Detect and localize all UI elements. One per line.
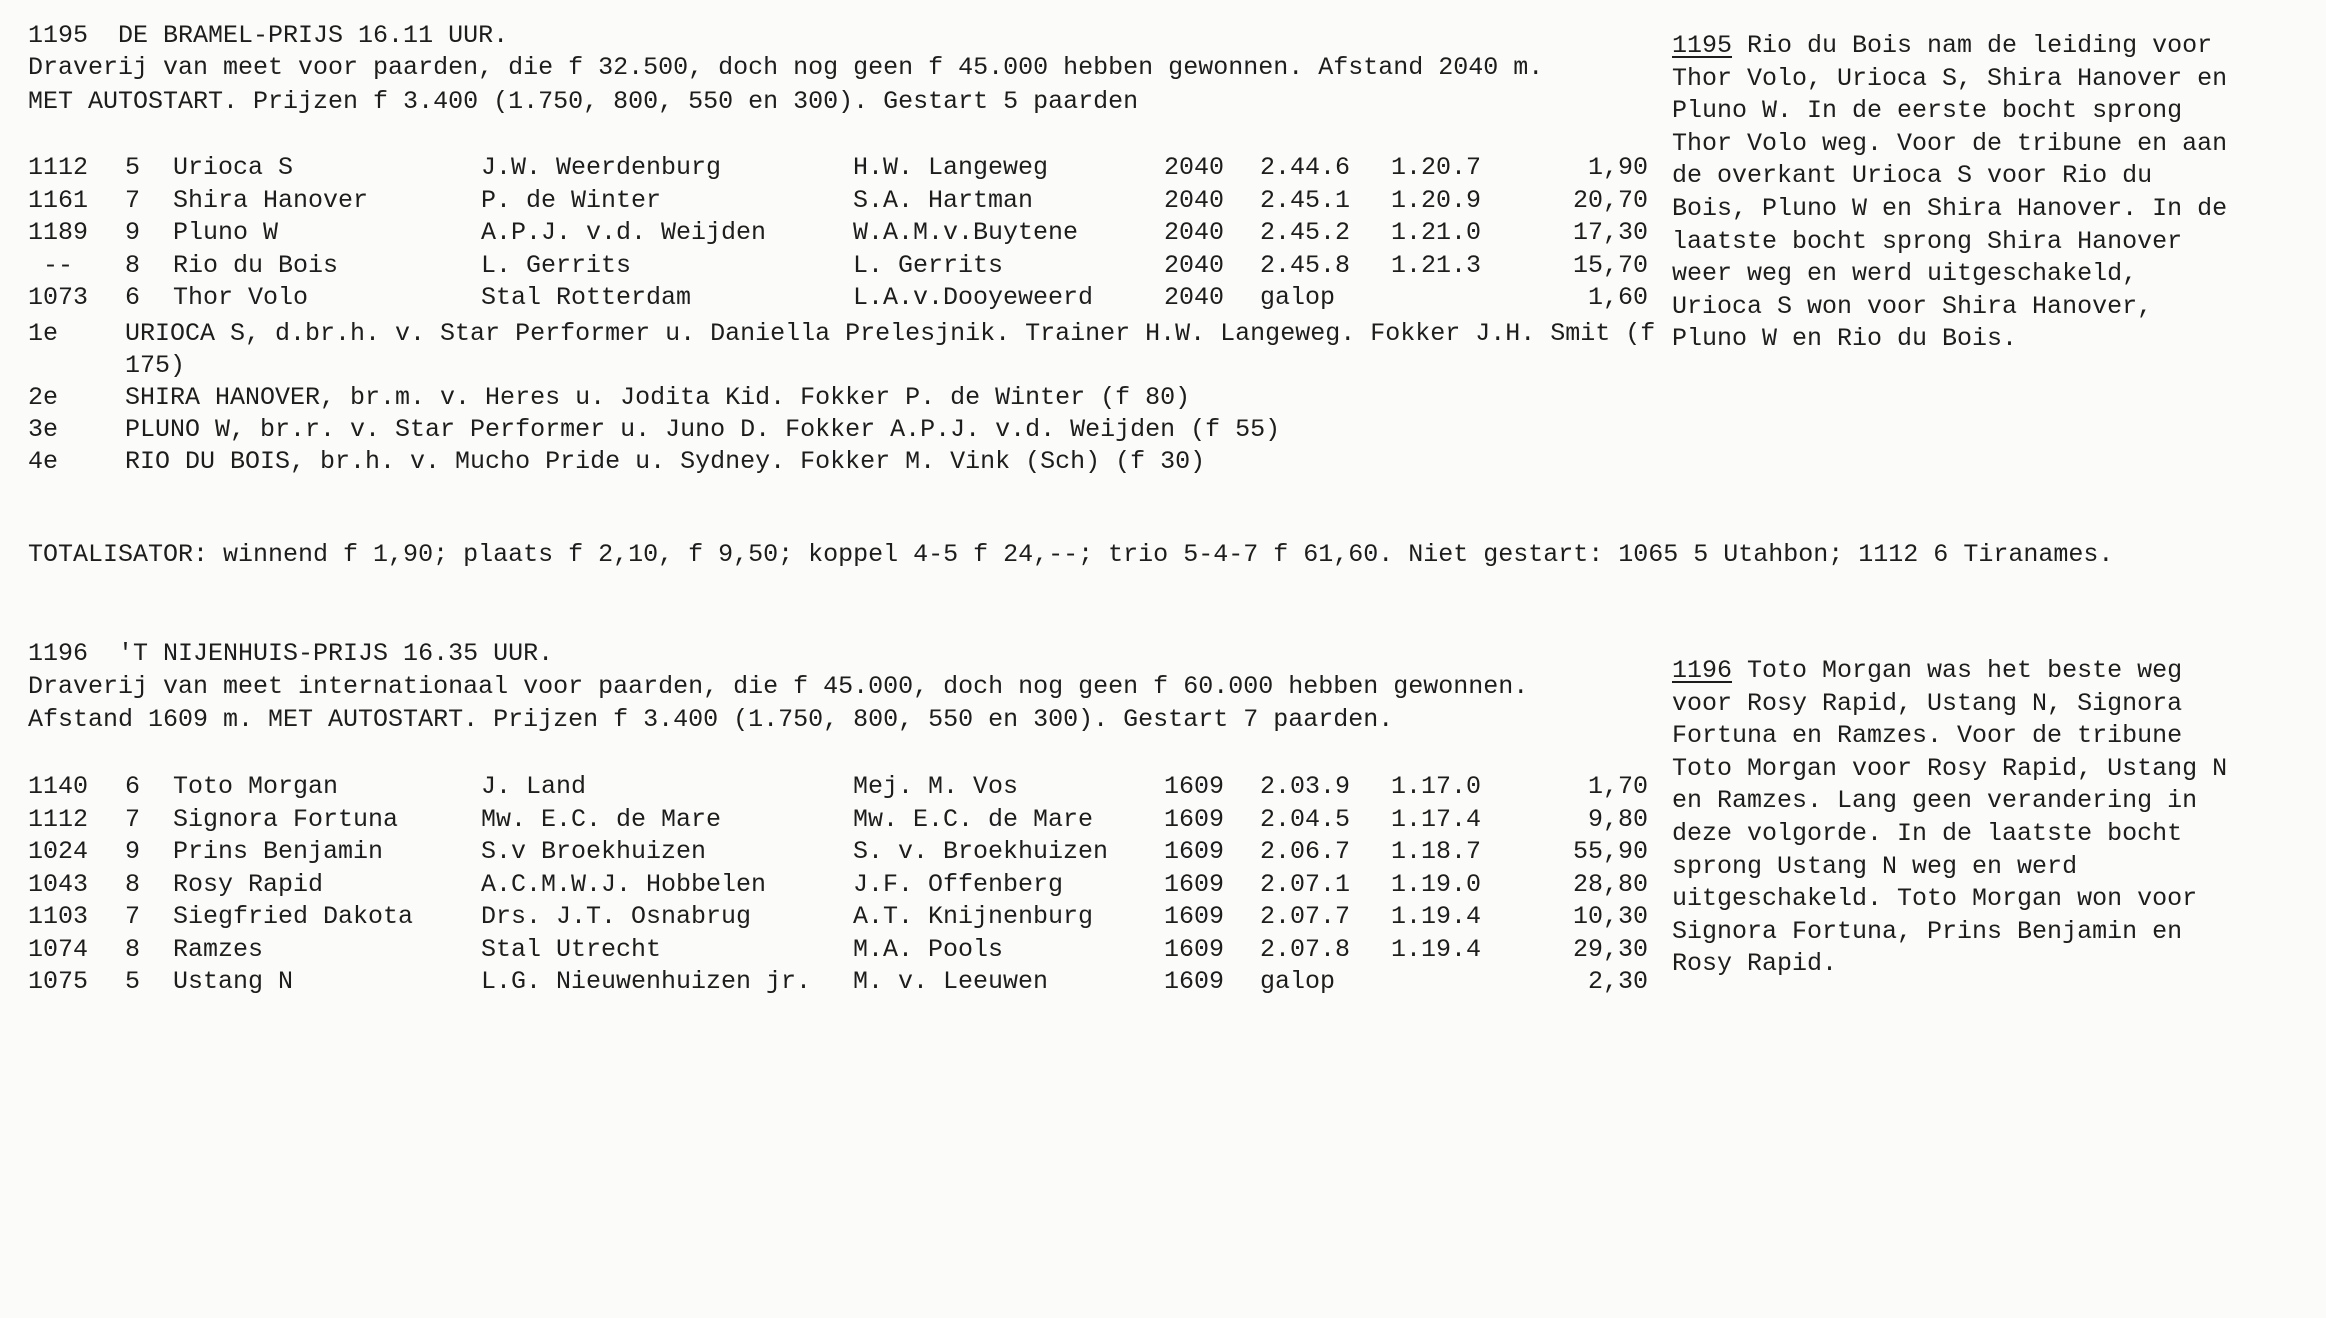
horse-name: Ramzes bbox=[173, 934, 264, 964]
owner-name: Stal Rotterdam bbox=[481, 283, 692, 312]
entry-number: 1189 bbox=[28, 218, 89, 247]
table-row bbox=[28, 966, 1648, 999]
placing-description: URIOCA S, d.br.h. v. Star Performer u. Daniella Prelesjnik. Trainer H.W. Langeweg. Fokker J.H. Smit (f 175) bbox=[125, 319, 1656, 380]
list-item bbox=[28, 414, 1668, 446]
driver-name: L.A.v.Dooyeweerd bbox=[853, 283, 1094, 312]
km-time: 1.19.4 bbox=[1391, 902, 1482, 931]
entry-number: 1112 bbox=[28, 153, 89, 182]
horse-name: Urioca S bbox=[173, 153, 294, 182]
race-time: galop bbox=[1260, 967, 1336, 996]
distance: 2040 bbox=[1164, 283, 1225, 312]
race-time: 2.07.8 bbox=[1260, 934, 1351, 964]
entry-number: -- bbox=[28, 250, 74, 280]
odds: 29,30 bbox=[1572, 934, 1648, 964]
odds: 1,60 bbox=[1587, 283, 1648, 312]
horse-name: Signora Fortuna bbox=[173, 804, 399, 834]
start-position: 6 bbox=[125, 283, 141, 312]
distance: 1609 bbox=[1164, 902, 1225, 931]
start-position: 6 bbox=[125, 772, 141, 801]
km-time: 1.20.9 bbox=[1391, 185, 1482, 215]
report-text: Toto Morgan was het beste weg voor Rosy Rapid, Ustang N, Signora Fortuna en Ramzes. Voor de tribune Toto Morgan voor Rosy Rapid, Ustang N en Ramzes. Lang geen verandering in deze volgorde. In de laatste bocht sprong Ustang N weg en werd uitgeschakeld. Toto Morgan won voor Signora Fortuna, Prins Benjamin en Rosy Rapid. bbox=[1672, 656, 2228, 979]
horse-name: Rosy Rapid bbox=[173, 869, 324, 899]
placing-rank: 4e bbox=[28, 447, 59, 476]
start-position: 7 bbox=[125, 902, 141, 931]
race-report bbox=[1672, 655, 2232, 981]
owner-name: P. de Winter bbox=[481, 185, 662, 215]
entry-number: 1024 bbox=[28, 837, 89, 866]
distance: 2040 bbox=[1164, 185, 1225, 215]
table-row bbox=[28, 771, 1648, 804]
distance: 1609 bbox=[1164, 869, 1225, 899]
horse-name: Prins Benjamin bbox=[173, 837, 384, 866]
race-time: 2.07.1 bbox=[1260, 869, 1351, 899]
horse-name: Rio du Bois bbox=[173, 250, 339, 280]
race-time: galop bbox=[1260, 283, 1336, 312]
distance: 2040 bbox=[1164, 218, 1225, 247]
odds: 1,90 bbox=[1587, 153, 1648, 182]
entry-number: 1074 bbox=[28, 934, 89, 964]
placing-rank: 2e bbox=[28, 383, 59, 412]
start-position: 9 bbox=[125, 218, 141, 247]
entry-number: 1075 bbox=[28, 967, 89, 996]
placings-list bbox=[28, 318, 1668, 478]
start-position: 9 bbox=[125, 837, 141, 866]
owner-name: S.v Broekhuizen bbox=[481, 837, 707, 866]
owner-name: J.W. Weerdenburg bbox=[481, 153, 722, 182]
totalisator-line: TOTALISATOR: winnend f 1,90; plaats f 2,10, f 9,50; koppel 4-5 f 24,--; trio 5-4-7 f 61,60. Niet gestart: 1065 5 Utahbon; 1112 6 Tiranames. bbox=[28, 540, 2114, 569]
driver-name: S. v. Broekhuizen bbox=[853, 837, 1109, 866]
placing-rank: 1e bbox=[28, 319, 59, 348]
placing-rank: 3e bbox=[28, 415, 59, 444]
race-conditions: Afstand 1609 m. MET AUTOSTART. Prijzen f 3.400 (1.750, 800, 550 en 300). Gestart 7 paarden. bbox=[28, 705, 1394, 734]
driver-name: Mej. M. Vos bbox=[853, 772, 1019, 801]
report-text: Rio du Bois nam de leiding voor Thor Volo, Urioca S, Shira Hanover en Pluno W. In de eerste bocht sprong Thor Volo weg. Voor de tribune en aan de overkant Urioca S voor Rio du Bois, Pluno W en Shira Hanover. In de laatste bocht sprong Shira Hanover weer weg en werd uitgeschakeld, Urioca S won voor Shira Hanover, Pluno W en Rio du Bois. bbox=[1672, 31, 2228, 354]
horse-name: Pluno W bbox=[173, 218, 279, 247]
table-row bbox=[28, 217, 1648, 250]
driver-name: M.A. Pools bbox=[853, 934, 1004, 964]
entry-number: 1073 bbox=[28, 283, 89, 312]
odds: 2,30 bbox=[1587, 967, 1648, 996]
entry-number: 1103 bbox=[28, 902, 89, 931]
table-row bbox=[28, 934, 1648, 967]
driver-name: Mw. E.C. de Mare bbox=[853, 804, 1094, 834]
report-reference: 1196 bbox=[1672, 656, 1733, 685]
owner-name: L.G. Nieuwenhuizen jr. bbox=[481, 967, 812, 996]
table-row bbox=[28, 804, 1648, 837]
table-row bbox=[28, 152, 1648, 185]
start-position: 8 bbox=[125, 869, 141, 899]
odds: 55,90 bbox=[1572, 837, 1648, 866]
owner-name: Drs. J.T. Osnabrug bbox=[481, 902, 752, 931]
driver-name: A.T. Knijnenburg bbox=[853, 902, 1094, 931]
race-time: 2.07.7 bbox=[1260, 902, 1351, 931]
start-position: 5 bbox=[125, 153, 141, 182]
race-time: 2.45.2 bbox=[1260, 218, 1351, 247]
table-row bbox=[28, 185, 1648, 218]
owner-name: Mw. E.C. de Mare bbox=[481, 804, 722, 834]
km-time: 1.17.4 bbox=[1391, 804, 1482, 834]
list-item bbox=[28, 446, 1668, 478]
owner-name: A.C.M.W.J. Hobbelen bbox=[481, 869, 767, 899]
odds: 9,80 bbox=[1587, 804, 1648, 834]
entry-number: 1140 bbox=[28, 772, 89, 801]
race-time: 2.44.6 bbox=[1260, 153, 1351, 182]
odds: 17,30 bbox=[1572, 218, 1648, 247]
race-report bbox=[1672, 30, 2232, 356]
start-position: 8 bbox=[125, 934, 141, 964]
race-time: 2.03.9 bbox=[1260, 772, 1351, 801]
race-conditions: Draverij van meet internationaal voor paarden, die f 45.000, doch nog geen f 60.000 hebben gewonnen. bbox=[28, 672, 1529, 701]
owner-name: Stal Utrecht bbox=[481, 934, 662, 964]
table-row bbox=[28, 901, 1648, 934]
entry-number: 1161 bbox=[28, 185, 89, 215]
distance: 2040 bbox=[1164, 250, 1225, 280]
owner-name: J. Land bbox=[481, 772, 587, 801]
odds: 28,80 bbox=[1572, 869, 1648, 899]
entry-number: 1043 bbox=[28, 869, 89, 899]
distance: 1609 bbox=[1164, 967, 1225, 996]
race-time: 2.45.8 bbox=[1260, 250, 1351, 280]
driver-name: M. v. Leeuwen bbox=[853, 967, 1049, 996]
driver-name: L. Gerrits bbox=[853, 250, 1004, 280]
horse-name: Toto Morgan bbox=[173, 772, 339, 801]
table-row bbox=[28, 282, 1648, 315]
km-time: 1.19.0 bbox=[1391, 869, 1482, 899]
race-conditions: Draverij van meet voor paarden, die f 32.500, doch nog geen f 45.000 hebben gewonnen. Afstand 2040 m. bbox=[28, 53, 1544, 82]
owner-name: L. Gerrits bbox=[481, 250, 632, 280]
results-table bbox=[28, 771, 1648, 999]
horse-name: Siegfried Dakota bbox=[173, 902, 414, 931]
table-row bbox=[28, 869, 1648, 902]
list-item bbox=[28, 382, 1668, 414]
race-conditions: MET AUTOSTART. Prijzen f 3.400 (1.750, 800, 550 en 300). Gestart 5 paarden bbox=[28, 87, 1139, 116]
start-position: 7 bbox=[125, 185, 141, 215]
owner-name: A.P.J. v.d. Weijden bbox=[481, 218, 767, 247]
entry-number: 1112 bbox=[28, 804, 89, 834]
start-position: 5 bbox=[125, 967, 141, 996]
horse-name: Thor Volo bbox=[173, 283, 309, 312]
distance: 1609 bbox=[1164, 837, 1225, 866]
table-row bbox=[28, 836, 1648, 869]
driver-name: H.W. Langeweg bbox=[853, 153, 1049, 182]
placing-description: SHIRA HANOVER, br.m. v. Heres u. Jodita Kid. Fokker P. de Winter (f 80) bbox=[125, 383, 1191, 412]
race-time: 2.04.5 bbox=[1260, 804, 1351, 834]
distance: 1609 bbox=[1164, 772, 1225, 801]
race-time: 2.45.1 bbox=[1260, 185, 1351, 215]
driver-name: J.F. Offenberg bbox=[853, 869, 1064, 899]
results-table bbox=[28, 152, 1648, 315]
km-time: 1.17.0 bbox=[1391, 772, 1482, 801]
table-row bbox=[28, 250, 1648, 283]
start-position: 7 bbox=[125, 804, 141, 834]
driver-name: S.A. Hartman bbox=[853, 185, 1034, 215]
horse-name: Ustang N bbox=[173, 967, 294, 996]
distance: 1609 bbox=[1164, 934, 1225, 964]
km-time: 1.19.4 bbox=[1391, 934, 1482, 964]
start-position: 8 bbox=[125, 250, 141, 280]
placing-description: PLUNO W, br.r. v. Star Performer u. Juno D. Fokker A.P.J. v.d. Weijden (f 55) bbox=[125, 415, 1281, 444]
odds: 1,70 bbox=[1587, 772, 1648, 801]
race-header: 1195 DE BRAMEL-PRIJS 16.11 UUR. bbox=[28, 21, 509, 50]
race-header: 1196 'T NIJENHUIS-PRIJS 16.35 UUR. bbox=[28, 639, 554, 668]
list-item bbox=[28, 318, 1668, 382]
race-time: 2.06.7 bbox=[1260, 837, 1351, 866]
horse-name: Shira Hanover bbox=[173, 185, 369, 215]
odds: 10,30 bbox=[1572, 902, 1648, 931]
km-time: 1.20.7 bbox=[1391, 153, 1482, 182]
distance: 1609 bbox=[1164, 804, 1225, 834]
report-reference: 1195 bbox=[1672, 31, 1733, 60]
odds: 20,70 bbox=[1572, 185, 1648, 215]
km-time: 1.18.7 bbox=[1391, 837, 1482, 866]
km-time: 1.21.3 bbox=[1391, 250, 1482, 280]
driver-name: W.A.M.v.Buytene bbox=[853, 218, 1079, 247]
odds: 15,70 bbox=[1572, 250, 1648, 280]
km-time: 1.21.0 bbox=[1391, 218, 1482, 247]
placing-description: RIO DU BOIS, br.h. v. Mucho Pride u. Sydney. Fokker M. Vink (Sch) (f 30) bbox=[125, 447, 1206, 476]
distance: 2040 bbox=[1164, 153, 1225, 182]
